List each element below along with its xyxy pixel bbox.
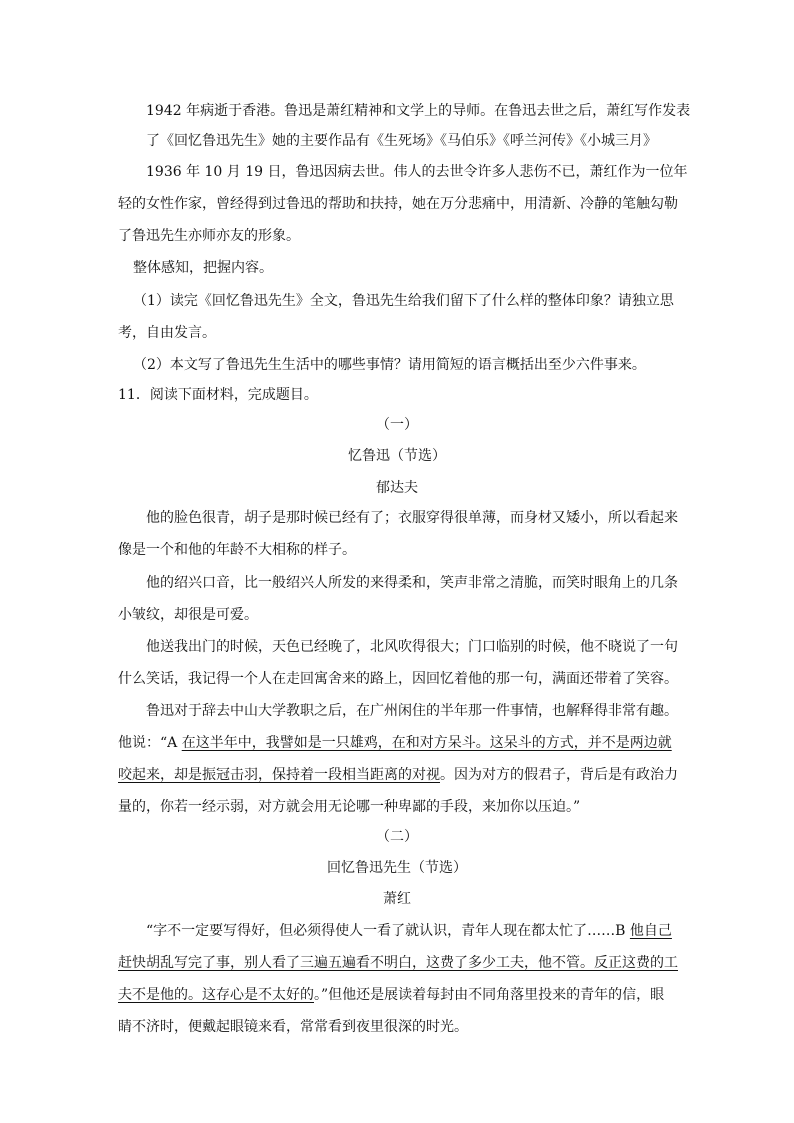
section-2-title: 回忆鲁迅先生（节选）: [327, 860, 467, 876]
section-1-paragraph-line: 像是一个和他的年龄不大相称的样子。: [118, 542, 356, 558]
quote-opening: 他说：“A: [118, 735, 182, 751]
underlined-passage-a: 在这半年中，我譬如是一只雄鸡，在和对方呆斗。这呆斗的方式，并不是两边就: [181, 735, 672, 751]
question-2: （2）本文写了鲁迅先生生活中的哪些事情？请用简短的语言概括出至少六件事来。: [133, 357, 646, 373]
underlined-passage-b: 夫不是他的。这存心是不太好的: [118, 987, 314, 1003]
section-1-title: 忆鲁迅（节选）: [348, 448, 446, 464]
section-1-paragraph-line: 小皱纹，却很是可爱。: [118, 607, 258, 623]
section-1-paragraph-line: 鲁迅对于辞去中山大学教职之后，在广州闲住的半年那一件事情，也解释得非常有趣。: [146, 703, 678, 719]
passage-text: “字不一定要写得好，但必须得使人一看了就认识，青年人现在都太忙了……B: [146, 923, 630, 939]
question-1-line: 考，自由发言。: [118, 325, 216, 341]
section-1-paragraph-line: [118, 733, 672, 753]
underlined-passage-b: 赶快胡乱写完了事，别人看了三遍五遍看不明白，这费了多少工夫，他不管。反正这费的工: [118, 955, 678, 971]
question-1-line: （1）读完《回忆鲁迅先生》全文，鲁迅先生给我们留下了什么样的整体印象？请独立思: [133, 293, 674, 309]
section-2-paragraph-line: [118, 985, 664, 1005]
section-1-paragraph-line: 量的，你若一经示弱，对方就会用无论哪一种卑鄙的手段，来加你以压迫。”: [118, 799, 581, 815]
section-2-paragraph-line: 睛不济时，便戴起眼镜来看，常常看到夜里很深的时光。: [118, 1019, 468, 1035]
section-1-paragraph-line: 他的脸色很青，胡子是那时候已经有了；衣服穿得很单薄，而身材又矮小，所以看起来: [146, 510, 678, 526]
background-paragraph-line: 轻的女性作家，曾经得到过鲁迅的帮助和扶持，她在万分悲痛中，用清新、冷静的笔触勾勒: [118, 196, 678, 212]
section-1-author: 郁达夫: [376, 480, 418, 496]
intro-paragraph-line: 了《回忆鲁迅先生》她的主要作品有《生死场》《马伯乐》《呼兰河传》《小城三月》: [146, 133, 657, 149]
section-2-author: 萧红: [383, 891, 411, 907]
background-paragraph-line: 1936 年 10 月 19 日，鲁迅因病去世。伟人的去世令许多人悲伤不已，萧红作为一位年: [146, 164, 688, 180]
passage-text: 。因为对方的假君子，背后是有政治力: [440, 767, 678, 783]
section-2-number: （二）: [376, 829, 418, 845]
underlined-passage-a: 咬起来，却是振冠击羽，保持着一段相当距离的对视: [118, 767, 440, 783]
underlined-passage-b: 他自己: [629, 923, 672, 939]
section-1-paragraph-line: 什么笑话，我记得一个人在走回寓舍来的路上，因回忆着他的那一句，满面还带着了笑容。: [118, 671, 678, 687]
question-11-heading: 11．阅读下面材料，完成题目。: [118, 387, 318, 403]
section-1-paragraph-line: 他送我出门的时候，天色已经晚了，北风吹得很大；门口临别的时候，他不晓说了一句: [146, 639, 678, 655]
task-heading: 整体感知，把握内容。: [133, 260, 273, 276]
section-1-number: （一）: [376, 417, 418, 433]
section-2-paragraph-line: [118, 953, 678, 973]
passage-text: 。”但他还是展读着每封由不同角落里投来的青年的信，眼: [314, 987, 665, 1003]
section-1-paragraph-line: [118, 765, 678, 785]
section-2-paragraph-line: [146, 921, 672, 941]
background-paragraph-line: 了鲁迅先生亦师亦友的形象。: [118, 228, 300, 244]
section-1-paragraph-line: 他的绍兴口音，比一般绍兴人所发的来得柔和，笑声非常之清脆，而笑时眼角上的几条: [146, 575, 678, 591]
intro-paragraph-line: 1942 年病逝于香港。鲁迅是萧红精神和文学上的导师。在鲁迅去世之后，萧红写作发表: [146, 103, 691, 119]
